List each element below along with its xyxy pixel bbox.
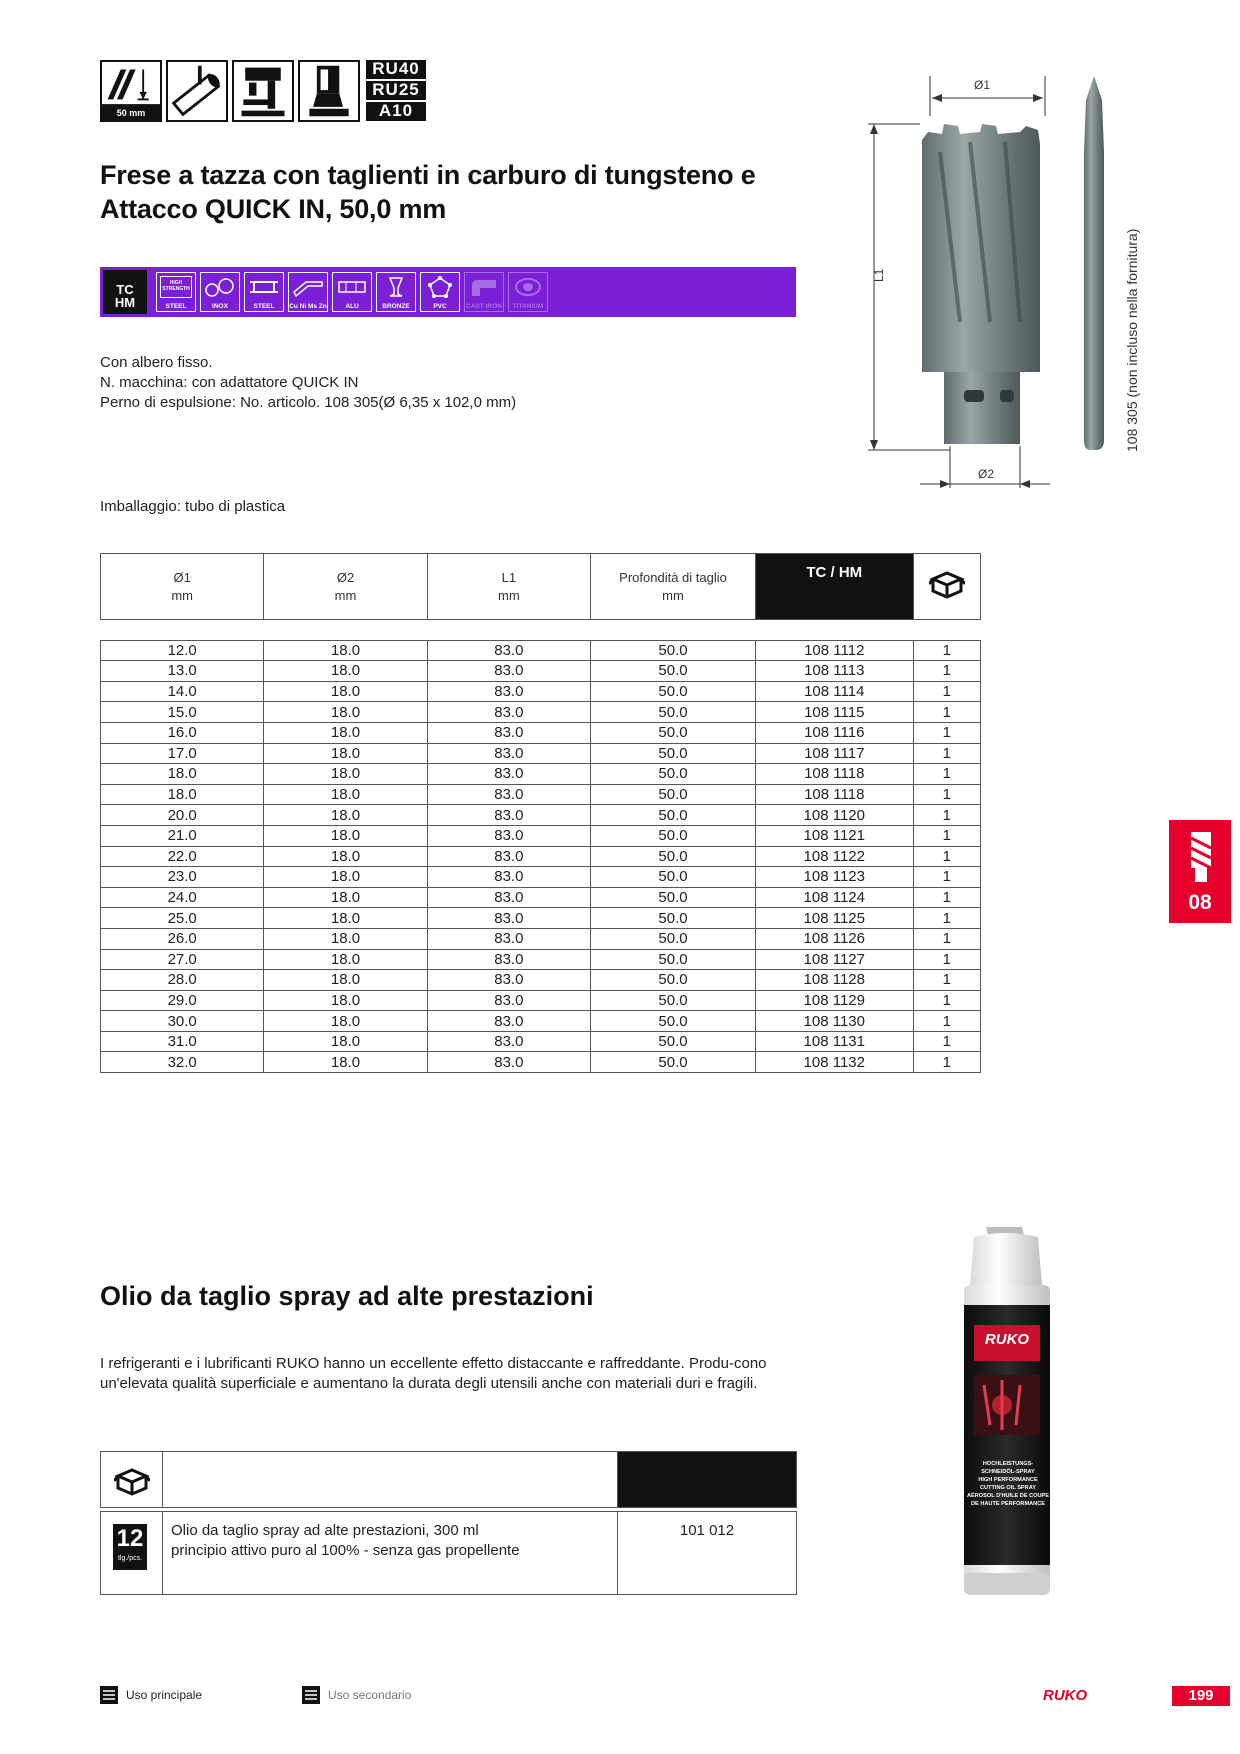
table-cell: 108 1116 (755, 722, 913, 743)
header-unit: mm (662, 587, 684, 603)
table-row (101, 640, 981, 661)
table-header-row (101, 554, 981, 620)
table-cell: 15.0 (101, 702, 264, 723)
can-text-line: CUTTING OIL SPRAY (980, 1485, 1036, 1491)
table-cell: 18.0 (264, 949, 427, 970)
title-line: Attacco QUICK IN, 50,0 mm (100, 194, 447, 224)
depth-badge: 50 mm (116, 108, 146, 118)
material-pvc (420, 272, 460, 312)
table-cell: 18.0 (264, 784, 427, 805)
table-cell: 17.0 (101, 743, 264, 764)
table-cell: 50.0 (591, 846, 756, 867)
header-unit: mm (171, 587, 193, 603)
table-cell: 1 (913, 928, 980, 949)
table-cell: 1 (913, 908, 980, 929)
table-cell: 23.0 (101, 867, 264, 888)
table-cell: 108 1118 (755, 784, 913, 805)
desc-line: Con albero fisso. (100, 354, 213, 371)
material-steel (244, 272, 284, 312)
table-cell: 108 1115 (755, 702, 913, 723)
core-drill-drawing (860, 72, 1150, 502)
table-cell: 18.0 (264, 805, 427, 826)
table-cell: 50.0 (591, 640, 756, 661)
titanium-tube-icon (512, 276, 544, 298)
col-depth (591, 554, 756, 620)
machine-code: RU40 (366, 60, 426, 79)
table-row (101, 764, 981, 785)
description-header (163, 1452, 618, 1507)
table-cell: 83.0 (427, 887, 590, 908)
steel-profile-icon (248, 276, 280, 298)
table-cell: 83.0 (427, 681, 590, 702)
table-cell: 50.0 (591, 908, 756, 929)
table-cell: 22.0 (101, 846, 264, 867)
table-cell: 18.0 (264, 908, 427, 929)
table-row (101, 949, 981, 970)
material-inox (200, 272, 240, 312)
table-cell: 25.0 (101, 908, 264, 929)
machine-code: A10 (366, 102, 426, 121)
cast-iron-pipe-icon (468, 276, 500, 298)
table-cell: 108 1117 (755, 743, 913, 764)
table-cell: 18.0 (264, 681, 427, 702)
table-cell: 13.0 (101, 661, 264, 682)
table-cell: 14.0 (101, 681, 264, 702)
table-cell: 50.0 (591, 990, 756, 1011)
table-row (101, 784, 981, 805)
table-cell: 108 1130 (755, 1011, 913, 1032)
pvc-molecule-icon (424, 276, 456, 298)
table-cell: 24.0 (101, 887, 264, 908)
table-cell: 83.0 (427, 743, 590, 764)
d2-label: Ø2 (978, 467, 995, 481)
can-text-line: SCHNEIDÖL-SPRAY (981, 1469, 1035, 1475)
table-cell: 83.0 (427, 1031, 590, 1052)
table-cell: 108 1112 (755, 640, 913, 661)
material-cast-iron (464, 272, 504, 312)
table-cell: 1 (913, 887, 980, 908)
drill-press-icon (232, 60, 294, 122)
table-cell: 50.0 (591, 1011, 756, 1032)
table-cell: 1 (913, 949, 980, 970)
table-cell: 83.0 (427, 764, 590, 785)
col-package (913, 554, 980, 620)
table-cell: 18.0 (264, 928, 427, 949)
table-cell: 83.0 (427, 825, 590, 846)
table-cell: 18.0 (264, 743, 427, 764)
product-line: Olio da taglio spray ad alte prestazioni, 300 ml (171, 1522, 479, 1539)
product-table (100, 553, 981, 1073)
table-cell: 1 (913, 1031, 980, 1052)
material-titanium (508, 272, 548, 312)
table-row (101, 1052, 981, 1073)
package-header (101, 1452, 163, 1507)
table-cell: 18.0 (264, 825, 427, 846)
table-cell: 50.0 (591, 702, 756, 723)
table-cell: 1 (913, 661, 980, 682)
table-cell: 18.0 (264, 702, 427, 723)
table-cell: 29.0 (101, 990, 264, 1011)
table-cell: 31.0 (101, 1031, 264, 1052)
table-cell: 18.0 (264, 1052, 427, 1073)
table-row (101, 887, 981, 908)
header-unit: mm (334, 587, 357, 603)
material-label: STEEL (165, 303, 187, 310)
secondary-use-icon (302, 1686, 320, 1704)
table-cell: 12.0 (101, 640, 264, 661)
table-cell: 83.0 (427, 970, 590, 991)
table-cell: 18.0 (264, 867, 427, 888)
table-cell: 30.0 (101, 1011, 264, 1032)
table-cell: 83.0 (427, 928, 590, 949)
footer-brand: RUKO (1043, 1687, 1088, 1704)
table-cell: 83.0 (427, 640, 590, 661)
table-cell: 83.0 (427, 908, 590, 929)
table-cell: 50.0 (591, 1052, 756, 1073)
table-row (101, 928, 981, 949)
table-cell: 50.0 (591, 887, 756, 908)
table-cell: 32.0 (101, 1052, 264, 1073)
table-cell: 83.0 (427, 1011, 590, 1032)
table-cell: 18.0 (264, 764, 427, 785)
table-cell: 18.0 (264, 846, 427, 867)
table-cell: 16.0 (101, 722, 264, 743)
table-cell: 27.0 (101, 949, 264, 970)
material-badge: HIGH STRENGTH (162, 280, 190, 292)
table-cell: 83.0 (427, 867, 590, 888)
table-cell: 108 1113 (755, 661, 913, 682)
inox-pipes-icon (204, 276, 236, 298)
table-cell: 18.0 (264, 887, 427, 908)
material-band (100, 267, 796, 317)
table-cell: 20.0 (101, 805, 264, 826)
table-cell: 108 1121 (755, 825, 913, 846)
table-cell: 50.0 (591, 681, 756, 702)
table-cell: 1 (913, 722, 980, 743)
table-cell: 18.0 (101, 764, 264, 785)
col-d2 (264, 554, 427, 620)
table-cell: 83.0 (427, 784, 590, 805)
table-row (101, 722, 981, 743)
can-text-line: DE HAUTE PERFORMANCE (971, 1501, 1045, 1507)
table-cell: 18.0 (264, 661, 427, 682)
col-l1 (427, 554, 590, 620)
chapter-tab (1169, 820, 1231, 923)
packaging-note: Imballaggio: tubo di plastica (100, 498, 286, 515)
table-cell: 1 (913, 846, 980, 867)
table-cell: 50.0 (591, 743, 756, 764)
table-cell: 83.0 (427, 702, 590, 723)
table-row (101, 805, 981, 826)
can-text-line: HIGH PERFORMANCE (978, 1477, 1038, 1483)
table-cell: 1 (913, 825, 980, 846)
table-cell: 108 1128 (755, 970, 913, 991)
spray-table-header (100, 1451, 797, 1508)
table-cell: 50.0 (591, 1031, 756, 1052)
col-d1 (101, 554, 264, 620)
table-row (101, 825, 981, 846)
core-drill-icon (1189, 828, 1213, 884)
material-label: TITANIUM (512, 303, 544, 310)
desc-line: N. macchina: con adattatore QUICK IN (100, 374, 359, 391)
table-cell: 1 (913, 970, 980, 991)
spray-title: Olio da taglio spray ad alte prestazioni (100, 1281, 594, 1311)
table-cell: 108 1125 (755, 908, 913, 929)
table-cell: 1 (913, 764, 980, 785)
page-number: 199 (1172, 1686, 1230, 1706)
table-cell: 108 1127 (755, 949, 913, 970)
table-cell: 83.0 (427, 846, 590, 867)
product-description (100, 353, 516, 413)
table-cell: 21.0 (101, 825, 264, 846)
d1-label: Ø1 (974, 78, 991, 92)
table-cell: 1 (913, 1052, 980, 1073)
table-cell: 83.0 (427, 722, 590, 743)
primary-use-icon (100, 1686, 118, 1704)
table-row (101, 1011, 981, 1032)
table-cell: 83.0 (427, 805, 590, 826)
table-cell: 18.0 (264, 722, 427, 743)
material-label: INOX (212, 303, 228, 310)
table-cell: 1 (913, 867, 980, 888)
table-row (101, 908, 981, 929)
page-title (100, 158, 756, 226)
material-label: ALU (345, 303, 359, 310)
table-cell: 1 (913, 640, 980, 661)
table-cell: 28.0 (101, 970, 264, 991)
table-row (101, 867, 981, 888)
table-cell: 50.0 (591, 825, 756, 846)
header-label: Profondità di taglio (619, 569, 727, 585)
package-box-icon (929, 569, 965, 599)
table-cell: 50.0 (591, 949, 756, 970)
table-cell: 1 (913, 681, 980, 702)
table-cell: 108 1123 (755, 867, 913, 888)
pin-note: 108 305 (non incluso nella fornitura) (1124, 228, 1140, 452)
table-cell: 83.0 (427, 1052, 590, 1073)
table-cell: 50.0 (591, 661, 756, 682)
material-label: STEEL (253, 303, 275, 310)
table-cell: 1 (913, 743, 980, 764)
header-label: Ø1 (173, 569, 191, 585)
non-ferrous-icon (292, 276, 324, 298)
can-brand: RUKO (984, 1331, 1030, 1348)
tc-hm-badge (100, 267, 150, 317)
table-cell: 50.0 (591, 764, 756, 785)
table-cell: 1 (913, 784, 980, 805)
desc-line: Perno di espulsione: No. articolo. 108 305(Ø 6,35 x 102,0 mm) (100, 394, 517, 411)
table-cell: 108 1120 (755, 805, 913, 826)
package-box-icon (114, 1466, 150, 1496)
table-cell: 1 (913, 702, 980, 723)
header-label: L1 (501, 569, 517, 585)
table-cell: 18.0 (264, 1011, 427, 1032)
can-text-line: AÉROSOL D'HUILE DE COUPE (966, 1493, 1050, 1499)
table-row (101, 990, 981, 1011)
material-label: Cu Ni Ms Zn (289, 303, 327, 310)
material-bronze (376, 272, 416, 312)
table-cell: 108 1118 (755, 764, 913, 785)
header-label: TC / HM (806, 564, 863, 581)
table-cell: 50.0 (591, 722, 756, 743)
spray-description: I refrigeranti e i lubrificanti RUKO hanno un eccellente effetto distaccante e raffreddante. Produ-cono un'elevata qualità superficiale e aumentano la durata degli utensili anche con materiali duri e fragili. (100, 1355, 767, 1392)
table-cell: 50.0 (591, 805, 756, 826)
can-label-text (966, 1460, 1050, 1508)
table-cell: 18.0 (101, 784, 264, 805)
article-cell: 101 012 (679, 1522, 735, 1539)
hm-label: HM (114, 295, 136, 310)
machine-codes (366, 60, 426, 123)
table-row (101, 743, 981, 764)
pipe-drilling-icon (166, 60, 228, 122)
table-cell: 50.0 (591, 867, 756, 888)
table-cell: 83.0 (427, 990, 590, 1011)
material-high-strength-steel (156, 272, 196, 312)
spray-can-image (930, 1225, 1082, 1605)
high-strength-steel-icon (160, 276, 192, 298)
table-body (101, 640, 981, 1072)
table-cell: 1 (913, 990, 980, 1011)
table-row (101, 1031, 981, 1052)
material-alu (332, 272, 372, 312)
table-cell: 108 1131 (755, 1031, 913, 1052)
pack-badge (113, 1524, 147, 1570)
spray-table-row (100, 1511, 797, 1595)
table-cell: 108 1124 (755, 887, 913, 908)
table-row (101, 661, 981, 682)
table-cell: 83.0 (427, 949, 590, 970)
header-label: Ø2 (336, 569, 355, 585)
table-cell: 1 (913, 805, 980, 826)
machine-code: RU25 (366, 81, 426, 100)
magnetic-drill-icon (298, 60, 360, 122)
table-cell: 1 (913, 1011, 980, 1032)
table-row (101, 681, 981, 702)
secondary-use-label: Uso secondario (328, 1688, 412, 1702)
table-cell: 18.0 (264, 1031, 427, 1052)
table-cell: 108 1126 (755, 928, 913, 949)
pack-cell (101, 1512, 163, 1594)
table-cell: 108 1132 (755, 1052, 913, 1073)
table-row (101, 702, 981, 723)
table-cell: 108 1114 (755, 681, 913, 702)
title-line: Frese a tazza con taglienti in carburo di tungsteno e (100, 160, 756, 190)
table-cell: 18.0 (264, 990, 427, 1011)
header-unit: mm (498, 587, 520, 603)
table-cell: 18.0 (264, 970, 427, 991)
chapter-number: 08 (1188, 891, 1212, 914)
aluminium-profile-icon (336, 276, 368, 298)
can-text-line: HOCHLEISTUNGS- (982, 1461, 1034, 1467)
tc-label: TC (116, 282, 134, 297)
cutting-depth-icon (100, 60, 162, 122)
table-cell: 50.0 (591, 970, 756, 991)
bronze-cup-icon (380, 276, 412, 298)
table-cell: 108 1129 (755, 990, 913, 1011)
table-cell: 50.0 (591, 928, 756, 949)
article-header (618, 1452, 796, 1507)
table-cell: 108 1122 (755, 846, 913, 867)
material-label: BRONZE (382, 303, 410, 310)
material-non-ferrous (288, 272, 328, 312)
l1-label: L1 (872, 268, 886, 282)
table-cell: 26.0 (101, 928, 264, 949)
pack-count: 12 (116, 1525, 144, 1552)
table-cell: 50.0 (591, 784, 756, 805)
table-cell: 18.0 (264, 640, 427, 661)
table-cell: 83.0 (427, 661, 590, 682)
col-tc-hm (755, 554, 913, 620)
pack-unit: tlg./pcs. (117, 1555, 143, 1562)
table-row (101, 970, 981, 991)
primary-use-label: Uso principale (126, 1688, 203, 1702)
product-description-cell (163, 1512, 618, 1594)
table-row (101, 846, 981, 867)
material-label: CAST IRON (466, 303, 502, 310)
product-line: principio attivo puro al 100% - senza gas propellente (171, 1542, 520, 1559)
material-label: PVC (433, 303, 447, 310)
